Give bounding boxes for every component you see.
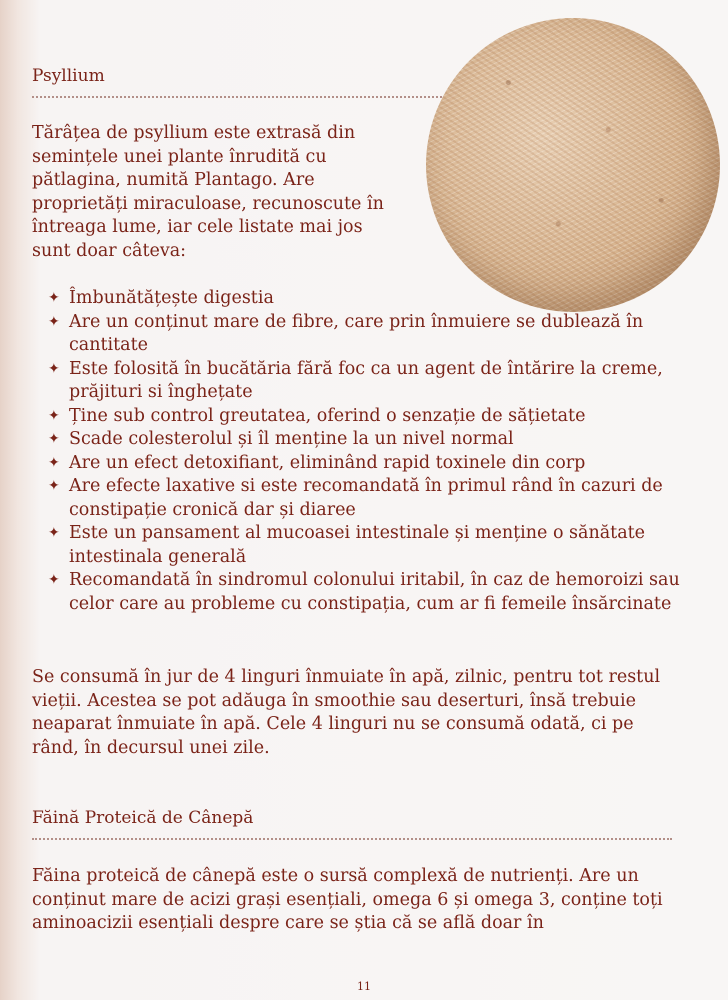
benefit-list-item <box>48 428 688 452</box>
bullet-star-icon: ✦ <box>48 572 60 588</box>
benefit-text: Are efecte laxative si este recomandată în primul rând în cazuri de constipație cronică dar și diaree <box>69 476 663 520</box>
psyllium-husk-photo <box>426 18 720 312</box>
benefit-list-item <box>48 569 688 616</box>
benefit-list-item <box>48 452 688 476</box>
benefit-text: Recomandată în sindromul colonului iritabil, în caz de hemoroizi sau celor care au probleme cu constipația, cum ar fi femeile însărcinate <box>69 570 680 614</box>
psyllium-usage-paragraph: Se consumă în jur de 4 linguri înmuiate în apă, zilnic, pentru tot restul vieții. Acestea se pot adăuga în smoothie sau deserturi, însă trebuie neaparat înmuiate în apă. Cele 4 linguri nu se consumă odată, ci pe rând, în decursul unei zile. <box>32 667 661 758</box>
psyllium-benefits-list <box>48 287 688 616</box>
bullet-star-icon: ✦ <box>48 407 60 424</box>
bullet-star-icon: ✦ <box>48 525 60 541</box>
benefit-text: Este folosită în bucătăria fără foc ca un agent de întărire la creme, prăjituri si înghețate <box>69 358 663 402</box>
hemp-intro-paragraph: Făina proteică de cânepă este o sursă complexă de nutrienți. Are un conținut mare de acizi grași esențiali, omega 6 și omega 3, conține toți aminoacizii esențiali despre care se știa că se află doar în <box>32 866 663 933</box>
benefit-text: Are un conținut mare de fibre, care prin înmuiere se dublează în cantitate <box>69 311 644 355</box>
bullet-star-icon: ✦ <box>48 431 60 447</box>
bullet-star-icon: ✦ <box>48 290 60 306</box>
benefit-text: Este un pansament al mucoasei intestinale și menține o sănătate intestinala generală <box>69 523 646 567</box>
benefit-text: Are un efect detoxifiant, eliminând rapid toxinele din corp <box>69 452 586 473</box>
benefit-text: Ține sub control greutatea, oferind o senzație de sățietate <box>69 405 586 426</box>
bullet-star-icon: ✦ <box>48 360 60 377</box>
benefit-text: Scade colesterolul și îl menține la un nivel normal <box>69 429 514 449</box>
page-number: 11 <box>357 980 371 993</box>
benefit-list-item <box>48 522 688 569</box>
psyllium-intro-paragraph: Tărâțea de psyllium este extrasă din semințele unei plante înrudită cu pătlagina, numită Plantago. Are proprietăți miraculoase, recunoscute în întreaga lume, iar cele listate mai jos sunt doar câteva: <box>32 123 384 261</box>
benefit-list-item <box>48 405 688 429</box>
benefit-list-item <box>48 287 688 311</box>
benefit-list-item <box>48 358 688 405</box>
psyllium-title-divider <box>32 96 442 98</box>
bullet-star-icon: ✦ <box>48 454 60 471</box>
hemp-section-title: Făină Proteică de Cânepă <box>32 808 254 828</box>
bullet-star-icon: ✦ <box>48 313 60 330</box>
benefit-list-item <box>48 311 688 358</box>
bullet-star-icon: ✦ <box>48 478 60 494</box>
hemp-title-divider <box>32 838 672 840</box>
benefit-text: Îmbunătățește digestia <box>69 288 274 308</box>
benefit-list-item <box>48 475 688 522</box>
psyllium-section-title: Psyllium <box>32 66 105 86</box>
